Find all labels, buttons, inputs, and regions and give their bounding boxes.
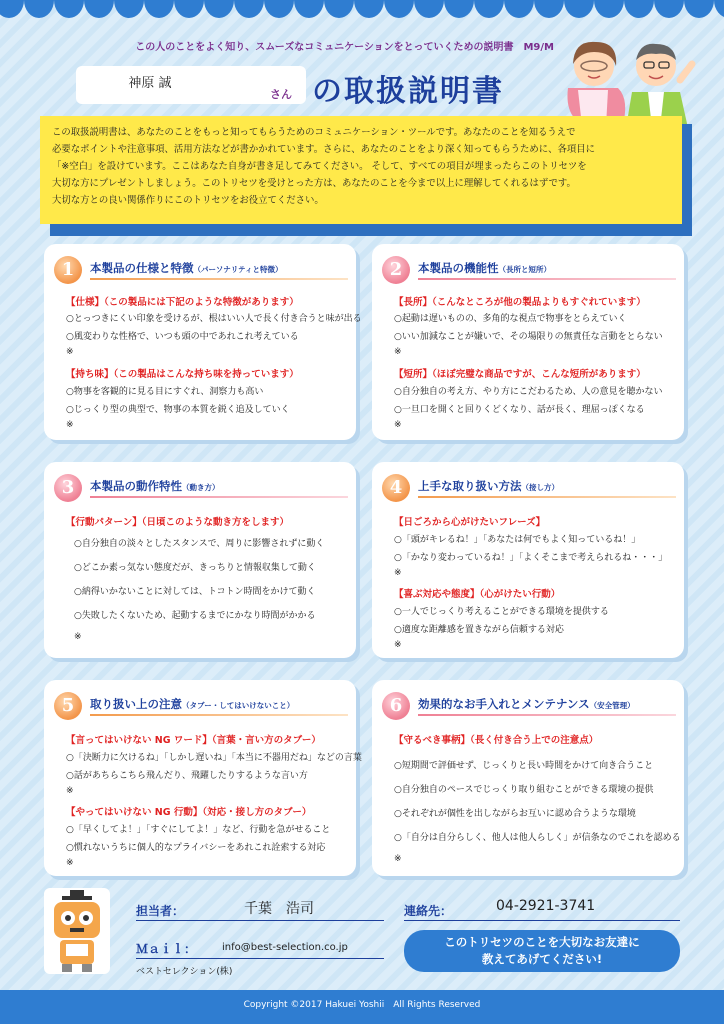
staff-underline — [136, 920, 384, 921]
share-banner — [404, 930, 680, 972]
staff-name: 千葉 浩司 — [244, 901, 314, 917]
list-item: ○じっくり型の典型で、物事の本質を鋭く追及していく — [66, 405, 290, 415]
couple-illustration — [560, 30, 700, 130]
list-item: ※ — [66, 858, 74, 868]
list-item: ○一人でじっくり考えることができる環境を提供する — [394, 607, 609, 617]
scallop-bump — [444, 0, 474, 18]
card-title-underline — [90, 714, 348, 716]
section-label: 【仕様】（この製品には下記のような特徴があります） — [66, 297, 299, 308]
intro-line: 「※空白」を設けています。ここはあなた自身が書き足してみてください。 そして、すべての項目が埋まったらこのトリセツを — [52, 161, 587, 172]
scallop-bump — [144, 0, 174, 18]
list-item: ○起動は遅いものの、多角的な視点で物事をとらえていく — [394, 314, 627, 324]
list-item: ※ — [66, 420, 74, 430]
list-item: ※ — [394, 568, 402, 578]
list-item: ※ — [394, 640, 402, 650]
list-item: ○どこか素っ気ない態度だが、きっちりと情報収集して動く — [74, 563, 316, 573]
card-title-underline — [418, 496, 676, 498]
section-label: 【行動パターン】（日頃このような動き方をします） — [66, 517, 290, 528]
contact-label: 連絡先： — [404, 904, 453, 918]
section-label: 【守るべき事柄】（長く付き合う上での注意点） — [394, 735, 599, 746]
share-line: 教えてあげてください! — [481, 952, 603, 966]
list-item: ※ — [394, 347, 402, 357]
scallop-bump — [654, 0, 684, 18]
card-title: 取り扱い上の注意（タブー・してはいけないこと） — [90, 697, 295, 711]
scallop-bump — [294, 0, 324, 18]
scallop-bump — [594, 0, 624, 18]
list-item: ○失敗したくないため、起動するまでにかなり時間がかかる — [74, 611, 316, 621]
scallop-bump — [624, 0, 654, 18]
list-item: ○自分独自の考え方、やり方にこだわるため、人の意見を聴かない — [394, 387, 663, 397]
list-item: ○適度な距離感を置きながら信頼する対応 — [394, 625, 564, 635]
scallop-bump — [714, 0, 724, 18]
list-item: ○いい加減なことが嫌いで、その場限りの無責任な言動をとらない — [394, 332, 663, 342]
section-label: 【喜ぶ対応や態度】（心がけたい行動） — [394, 589, 561, 600]
card-title-underline — [418, 278, 676, 280]
list-item: ※ — [66, 786, 74, 796]
company-name: ベストセレクション(株) — [136, 967, 233, 977]
section-label: 【言ってはいけない NG ワード】（言葉・言い方のタブー） — [66, 735, 321, 746]
card-title-underline — [90, 278, 348, 280]
section-label: 【やってはいけない NG 行動】（対応・接し方のタブー） — [66, 807, 312, 818]
scallop-bump — [564, 0, 594, 18]
card-behavior — [44, 462, 356, 658]
list-item: ○それぞれが個性を出しながらお互いに認め合うような環境 — [394, 809, 636, 819]
card-number-badge: 2 — [382, 256, 410, 284]
card-number-badge: 3 — [54, 474, 82, 502]
scallop-bump — [684, 0, 714, 18]
email-address[interactable]: info@best-selection.co.jp — [222, 942, 348, 953]
list-item: ※ — [394, 854, 402, 864]
honorific-san: さん — [270, 88, 292, 101]
scallop-bump — [474, 0, 504, 18]
intro-line: 大切な方にプレゼントしましょう。このトリセツを受けとった方は、あなたのことを今まで以上に理解してくれるはずです。 — [52, 178, 576, 189]
list-item: ※ — [74, 632, 82, 642]
card-number-badge: 6 — [382, 692, 410, 720]
scallop-bump — [354, 0, 384, 18]
list-item: ○自分独自の淡々としたスタンスで、周りに影響されずに動く — [74, 539, 325, 549]
scallop-bump — [534, 0, 564, 18]
section-label: 【長所】（こんなところが他の製品よりもすぐれています） — [394, 297, 646, 308]
scallop-bump — [114, 0, 144, 18]
card-title: 本製品の仕様と特徴（パーソナリティと特徴） — [90, 261, 283, 275]
card-specifications — [44, 244, 362, 440]
list-item: ○納得いかないことに対しては、トコトン時間をかけて動く — [74, 587, 316, 597]
list-item: ○「頭がキレるね！」「あなたは何でもよく知っているね！」 — [394, 535, 641, 545]
card-number-badge: 4 — [382, 474, 410, 502]
scallop-bump — [174, 0, 204, 18]
share-line: このトリセツのことを大切なお友達に — [444, 935, 640, 949]
list-item: ○「自分は自分らしく、他人は他人らしく」が信条なのでこれを認める — [394, 833, 681, 843]
card-handling — [372, 462, 684, 658]
list-item: ○自分独自のペースでじっくり取り組むことができる環境の提供 — [394, 785, 654, 795]
scallop-bump — [384, 0, 414, 18]
list-item: ○一旦口を開くと回りくどくなり、話が長く、理屈っぽくなる — [394, 405, 645, 415]
intro-line: 大切な方との良い関係作りにこのトリセツをお役立てください。 — [52, 195, 324, 206]
mail-underline — [136, 958, 384, 959]
phone-number: 04-2921-3741 — [496, 898, 596, 914]
card-maintenance — [372, 680, 684, 876]
scallop-bump — [414, 0, 444, 18]
card-title-underline — [418, 714, 676, 716]
list-item: ※ — [394, 420, 402, 430]
top-scallop-border — [0, 0, 724, 30]
list-item: ○慣れないうちに個人的なプライバシーをあれこれ詮索する対応 — [66, 843, 326, 853]
scallop-bump — [234, 0, 264, 18]
scallop-bump — [24, 0, 54, 18]
robot-mascot — [44, 888, 110, 974]
page-title: の取扱説明書 — [312, 74, 504, 109]
card-title-underline — [90, 496, 348, 498]
header-subtitle: この人のことをよく知り、スムーズなコミュニケーションをとっていくための説明書 M9/M — [135, 42, 554, 53]
card-functionality — [372, 244, 684, 440]
list-item: ○「決断力に欠けるね」「しかし遅いね」「本当に不器用だね」などの言葉 — [66, 753, 362, 763]
scallop-bump — [84, 0, 114, 18]
staff-label: 担当者： — [136, 904, 185, 918]
section-label: 【持ち味】（この製品はこんな持ち味を持っています） — [66, 369, 299, 380]
robot-icon — [44, 888, 110, 974]
list-item: ※ — [66, 347, 74, 357]
section-label: 【日ごろから心がけたいフレーズ】 — [394, 517, 546, 528]
card-number-badge: 1 — [54, 256, 82, 284]
intro-text-box — [40, 116, 682, 224]
card-cautions — [44, 680, 362, 876]
scallop-bump — [324, 0, 354, 18]
scallop-bump — [504, 0, 534, 18]
intro-line: 必要なポイントや注意事項、活用方法などが書かかれています。さらに、あなたのことをより深く知ってもらうために、各項目に — [52, 144, 596, 155]
list-item: ○とっつきにくい印象を受けるが、根はいい人で長く付き合うと味が出る — [66, 314, 362, 324]
scallop-bump — [54, 0, 84, 18]
card-number-badge: 5 — [54, 692, 82, 720]
list-item: ○「早くしてよ！」「すぐにしてよ！」など、行動を急がせること — [66, 825, 331, 835]
card-title: 本製品の動作特性（動き方） — [90, 479, 220, 493]
scallop-bump — [264, 0, 294, 18]
list-item: ○物事を客観的に見る目にすぐれ、洞察力も高い — [66, 387, 264, 397]
list-item: ○風変わりな性格で、いつも頭の中であれこれ考えている — [66, 332, 299, 342]
list-item: ○「かなり変わっているね！」「よくそこまで考えられるね・・・」 — [394, 553, 668, 563]
copyright: Copyright ©2017 Hakuei Yoshii All Rights Reserved — [243, 1000, 481, 1010]
person-name: 神原 誠 — [128, 76, 172, 91]
section-label: 【短所】（ほぼ完璧な商品ですが、こんな短所があります） — [394, 369, 646, 380]
card-title: 本製品の機能性（長所と短所） — [418, 261, 551, 275]
list-item: ○話があちらこちら飛んだり、飛躍したりするような言い方 — [66, 771, 308, 781]
list-item: ○短期間で評価せず、じっくりと長い時間をかけて向き合うこと — [394, 761, 654, 771]
scallop-bump — [0, 0, 24, 18]
contact-underline — [404, 920, 680, 921]
mail-label: Ｍａｉｌ： — [136, 942, 197, 956]
intro-line: この取扱説明書は、あなたのことをもっと知ってもらうためのコミュニケーション・ツールです。あなたのことを知るうえで — [52, 127, 576, 138]
scallop-bump — [204, 0, 234, 18]
card-title: 上手な取り扱い方法（接し方） — [418, 479, 559, 493]
card-title: 効果的なお手入れとメンテナンス（安全管理） — [418, 697, 635, 711]
